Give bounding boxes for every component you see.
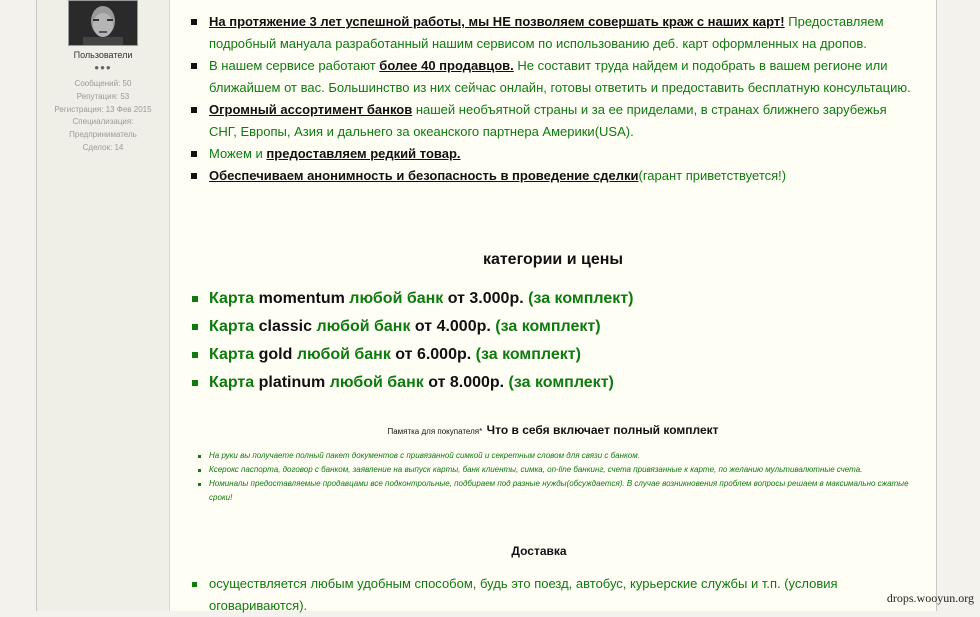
set-text: (за комплект) [523, 290, 634, 307]
reputation-pips: ●●● [94, 63, 112, 72]
page-frame-right [936, 0, 937, 611]
stat-specialization-label: Специализация: [72, 117, 134, 127]
highlight-text: предоставляем редкий товар. [266, 146, 461, 161]
highlight-text: Обеспечиваем анонимность и безопасность в проведение сделки [209, 168, 639, 183]
item-text: В нашем сервисе работают [209, 58, 380, 73]
item-text: нашей необъятной страны и за ее приделами, в странах ближнего зарубежья СНГ, Европы, Азия и дальнего за океанского партнера Америки(USA). [209, 102, 887, 139]
avatar[interactable] [68, 0, 138, 46]
intro-list [188, 11, 918, 187]
post-content [170, 0, 936, 611]
stat-deals: Сделок: 14 [82, 142, 124, 152]
memo-heading [170, 421, 936, 439]
card-type: gold [258, 346, 293, 363]
card-word: Карта [209, 318, 259, 335]
list-item [188, 55, 918, 99]
set-text: (за комплект) [490, 318, 601, 335]
card-type: classic [258, 318, 312, 335]
list-item: На руки вы получаете полный пакет документов с привязанной симкой и секретным словом для связи с банком. [198, 449, 918, 463]
bank-text: любой банк [325, 374, 429, 391]
price-list [190, 285, 633, 397]
price-item [190, 313, 633, 341]
bank-text: любой банк [312, 318, 415, 335]
delivery-list [188, 573, 888, 617]
list-item [188, 99, 918, 143]
item-text: Предоставляем подробный мануала разработанный нашим сервисом по использованию деб. карт оформленных на дропов. [209, 14, 884, 51]
delivery-heading: Доставка [511, 544, 567, 558]
list-item [188, 11, 918, 55]
card-word: Карта [209, 346, 259, 363]
categories-heading: категории и цены [482, 251, 624, 268]
list-item [188, 165, 918, 187]
memo-title: Что в себя включает полный комплект [486, 423, 719, 437]
highlight-text: На протяжение 3 лет успешной работы, мы НЕ позволяем совершать краж с наших карт! [209, 14, 785, 29]
item-text: Не составит труда найдем и подобрать в вашем регионе или ближайшем от вас. Большинство из них сейчас онлайн, готовы ответить и предоставить бесплатную консультацию. [209, 58, 911, 95]
card-type: momentum [258, 290, 345, 307]
set-text: (за комплект) [471, 346, 581, 363]
highlight-text: Огромный ассортимент банков [209, 102, 413, 117]
stat-specialization-value: Предприниматель [69, 130, 137, 140]
bank-text: любой банк [344, 290, 448, 307]
stat-reputation: Репутация: 53 [76, 91, 130, 101]
stat-posts: Сообщений: 50 [74, 79, 132, 88]
highlight-text: более 40 продавцов. [379, 58, 514, 73]
bank-text: любой банк [292, 346, 396, 363]
stat-registered: Регистрация: 13 Фев 2015 [54, 104, 152, 114]
price-value: от 8.000р. [428, 374, 505, 391]
price-item [190, 341, 633, 369]
price-value: от 3.000р. [447, 290, 524, 307]
item-text: Можем и [209, 146, 267, 161]
avatar-image [69, 1, 137, 45]
price-value: от 4.000р. [414, 318, 491, 335]
user-group-link[interactable]: Пользователи [73, 50, 133, 60]
price-item [190, 369, 633, 397]
user-info-panel [37, 0, 170, 611]
card-word: Карта [209, 374, 259, 391]
list-item [188, 143, 918, 165]
memo-label: Памятка для покупателя* [387, 427, 483, 436]
memo-list [198, 449, 918, 505]
list-item: Ксерокс паспорта, договор с банком, заявление на выпуск карты, банк клиенты, симка, on-line банкинг, счета привязанные к карте, по желанию мультивалютные счета. [198, 463, 918, 477]
price-item [190, 285, 633, 313]
item-text: (гарант приветствуется!) [638, 168, 787, 183]
list-item: осуществляется любым удобным способом, будь это поезд, автобус, курьерские службы и т.п. (условия оговариваются). [188, 573, 888, 617]
price-value: от 6.000р. [395, 346, 472, 363]
card-type: platinum [258, 374, 326, 391]
card-word: Карта [209, 290, 259, 307]
user-stats [37, 78, 169, 155]
watermark: drops.wooyun.org [886, 591, 974, 605]
set-text: (за комплект) [504, 374, 614, 391]
list-item: Номиналы предоставляемые продавцами все подконтрольные, подбираем под разные нужды(обсуждается). В случае возникновения проблем вопросы решаем в максимально сжатые сроки! [198, 477, 918, 505]
